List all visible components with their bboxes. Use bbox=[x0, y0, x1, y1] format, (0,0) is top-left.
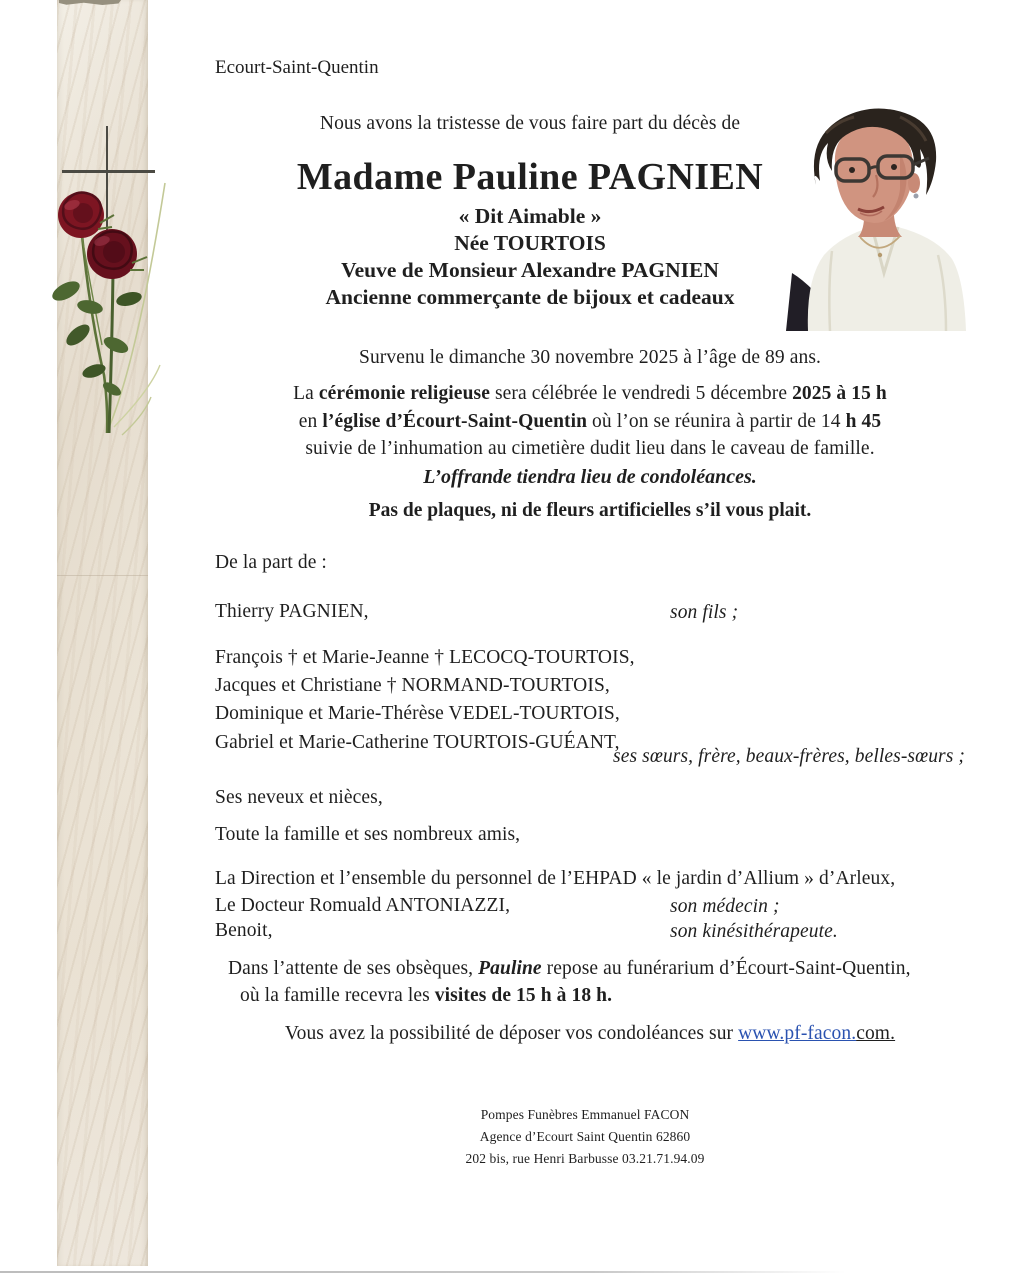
ceremony-l2-pre: en bbox=[298, 410, 323, 432]
ceremony-l1-mid: sera célébrée le vendredi 5 décembre bbox=[489, 383, 793, 404]
funeral-home-address: 202 bis, rue Henri Barbusse 03.21.71.94.09 bbox=[465, 1151, 705, 1166]
physio-relation: son kinésithérapeute. bbox=[670, 921, 838, 942]
red-roses-icon bbox=[52, 175, 172, 450]
son-relation: son fils ; bbox=[670, 602, 739, 623]
ceremony-l2-bold2: h 45 bbox=[845, 410, 882, 432]
funeral-home-agency: Agence d’Ecourt Saint Quentin 62860 bbox=[479, 1129, 691, 1144]
funeral-home-name: Pompes Funèbres Emmanuel FACON bbox=[480, 1107, 690, 1122]
ceremony-l1-bold2: 2025 à 15 h bbox=[792, 383, 887, 404]
sibling-line: Jacques et Christiane † NORMAND-TOURTOIS, bbox=[215, 675, 610, 697]
visitation-hours: visites de 15 h à 18 h. bbox=[434, 985, 613, 1006]
deceased-maiden-name: Née TOURTOIS bbox=[454, 231, 606, 255]
deceased-name: Madame Pauline PAGNIEN bbox=[296, 156, 764, 198]
visitation-l2-pre: où la famille recevra les bbox=[240, 985, 435, 1006]
ceremony-line-3: suivie de l’inhumation au cimetière dudit lieu dans le caveau de famille. bbox=[305, 438, 875, 460]
deceased-profession: Ancienne commerçante de bijoux et cadeaux bbox=[325, 285, 735, 309]
visitation-pre: Dans l’attente de ses obsèques, bbox=[228, 958, 479, 979]
ceremony-l1-bold1: cérémonie religieuse bbox=[318, 383, 490, 404]
deceased-subheader bbox=[185, 203, 875, 311]
strip-seam bbox=[57, 575, 148, 576]
siblings-list bbox=[215, 644, 635, 757]
condolences-link-main[interactable]: www.pf-facon. bbox=[738, 1023, 857, 1044]
sibling-line: François † et Marie-Jeanne † LECOCQ-TOURTOIS, bbox=[215, 647, 635, 668]
visitation-line-2 bbox=[240, 982, 612, 1009]
condolences-link[interactable] bbox=[738, 1023, 895, 1044]
no-flowers-line: Pas de plaques, ni de fleurs artificielles s’il vous plait. bbox=[368, 500, 812, 521]
ceremony-l1-pre: La bbox=[293, 383, 319, 404]
visitation-line-1 bbox=[228, 955, 911, 982]
whole-family-line: Toute la famille et ses nombreux amis, bbox=[215, 824, 521, 845]
strip-torn-edge bbox=[59, 0, 121, 5]
deceased-nickname: « Dit Aimable » bbox=[458, 204, 602, 228]
offering-line: L’offrande tiendra lieu de condoléances. bbox=[423, 466, 757, 488]
death-line: Survenu le dimanche 30 novembre 2025 à l’âge de 89 ans. bbox=[359, 347, 821, 368]
condolences-text: Vous avez la possibilité de déposer vos condoléances sur bbox=[284, 1023, 739, 1044]
doctor-name: Le Docteur Romuald ANTONIAZZI, bbox=[215, 895, 511, 916]
visitation-post: repose au funérarium d’Écourt-Saint-Quentin, bbox=[541, 958, 911, 979]
page-bottom-scan-line bbox=[0, 1271, 846, 1273]
ceremony-line-2 bbox=[215, 408, 965, 436]
son-name: Thierry PAGNIEN, bbox=[215, 601, 369, 622]
deceased-widow-of: Veuve de Monsieur Alexandre PAGNIEN bbox=[341, 258, 719, 282]
ceremony-paragraph bbox=[215, 380, 965, 463]
sibling-line: Gabriel et Marie-Catherine TOURTOIS-GUÉANT, bbox=[215, 731, 620, 753]
condolences-link-tld[interactable]: com. bbox=[856, 1023, 896, 1044]
intro-line: Nous avons la tristesse de vous faire part du décès de bbox=[319, 113, 741, 134]
ehpad-staff-line: La Direction et l’ensemble du personnel de l’EHPAD « le jardin d’Allium » d’Arleux, bbox=[215, 868, 896, 889]
ceremony-l2-mid: où l’on se réunira à partir de 14 bbox=[587, 410, 846, 432]
memorial-cross-icon bbox=[62, 170, 155, 173]
condolences-line bbox=[215, 1020, 965, 1047]
physio-name: Benoit, bbox=[215, 920, 273, 941]
doctor-relation: son médecin ; bbox=[670, 896, 780, 917]
ceremony-l2-bold1: l’église d’Écourt-Saint-Quentin bbox=[322, 410, 588, 432]
sibling-line: Dominique et Marie-Thérèse VEDEL-TOURTOIS, bbox=[215, 703, 620, 725]
funeral-home-footer bbox=[215, 1104, 955, 1170]
nephews-line: Ses neveux et nièces, bbox=[215, 787, 383, 808]
from-label: De la part de : bbox=[215, 552, 327, 573]
visitation-name: Pauline bbox=[478, 958, 542, 979]
city-name: Ecourt-Saint-Quentin bbox=[215, 57, 379, 78]
siblings-relation: ses sœurs, frère, beaux-frères, belles-sœurs ; bbox=[613, 746, 965, 767]
ceremony-line-1 bbox=[215, 380, 965, 408]
